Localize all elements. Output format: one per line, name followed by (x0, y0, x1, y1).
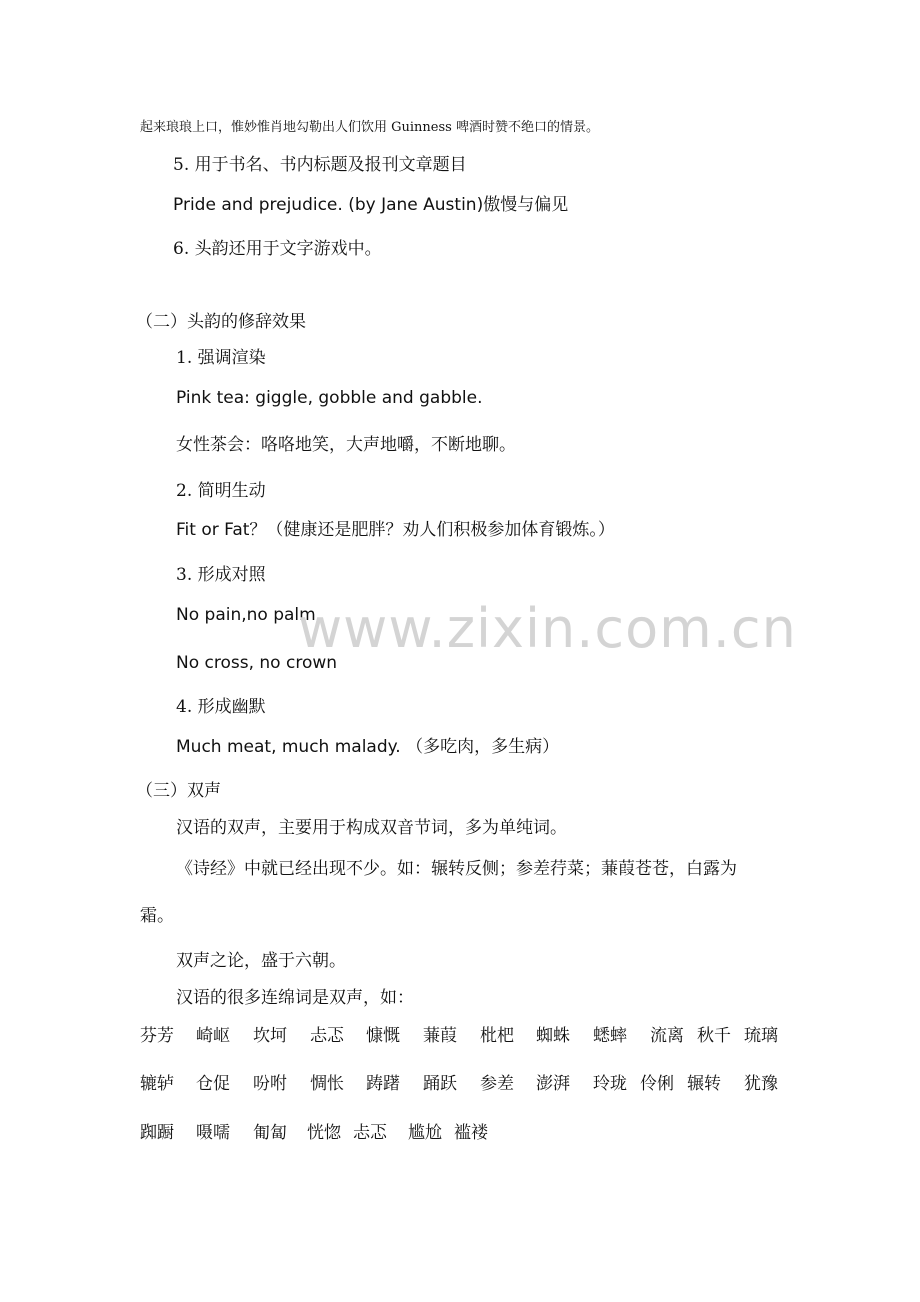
word: 踟蹰 (140, 1123, 174, 1143)
word: 忐忑 (310, 1026, 344, 1046)
word: 坎坷 (253, 1026, 287, 1046)
text-line: 双声之论，盛于六朝。 (176, 951, 346, 971)
word: 蜘蛛 (536, 1026, 570, 1046)
item-heading: 6. 头韵还用于文字游戏中。 (173, 239, 382, 259)
item-heading: 3. 形成对照 (176, 565, 266, 585)
word: 枇杷 (480, 1026, 514, 1046)
example-line: 女性茶会：咯咯地笑，大声地嚼，不断地聊。 (176, 435, 516, 455)
word: 辘轳 (140, 1074, 174, 1094)
item-heading: 1. 强调渲染 (176, 348, 266, 368)
word: 参差 (480, 1074, 514, 1094)
example-line: No cross, no crown (176, 653, 338, 673)
word: 踌躇 (366, 1074, 400, 1094)
section-heading: （三）双声 (136, 781, 221, 801)
word: 澎湃 (536, 1074, 570, 1094)
watermark: www.zixin.com.cn (298, 597, 797, 660)
item-heading: 5. 用于书名、书内标题及报刊文章题目 (173, 155, 467, 175)
word: 惆怅 (310, 1074, 344, 1094)
word: 辗转 (687, 1074, 721, 1094)
word: 褴褛 (454, 1123, 488, 1143)
example-line: Pink tea: giggle, gobble and gabble. (176, 388, 483, 408)
word: 踊跃 (423, 1074, 457, 1094)
text-line: 汉语的很多连绵词是双声，如： (176, 988, 414, 1008)
example-line: Pride and prejudice. (by Jane Austin)傲慢与偏见 (173, 195, 569, 215)
word: 秋千 (697, 1026, 731, 1046)
text-line: 霜。 (140, 906, 174, 926)
word: 慷慨 (366, 1026, 400, 1046)
word: 蒹葭 (423, 1026, 457, 1046)
example-line: Much meat, much malady. （多吃肉，多生病） (176, 737, 560, 757)
word: 芬芳 (140, 1026, 174, 1046)
word: 琉璃 (744, 1026, 778, 1046)
text-line: 《诗经》中就已经出现不少。如：辗转反侧；参差荇菜；蒹葭苍苍，白露为 (176, 859, 737, 879)
word: 蟋蟀 (593, 1026, 627, 1046)
section-heading: （二）头韵的修辞效果 (136, 312, 306, 332)
word: 玲珑 (593, 1074, 627, 1094)
word: 忐忑 (353, 1123, 387, 1143)
word: 尴尬 (408, 1123, 442, 1143)
word: 仓促 (196, 1074, 230, 1094)
word: 嗫嚅 (196, 1123, 230, 1143)
example-line: No pain,no palm. (176, 605, 322, 625)
text-line: 汉语的双声，主要用于构成双音节词，多为单纯词。 (176, 818, 567, 838)
word: 流离 (650, 1026, 684, 1046)
example-line: Fit or Fat？（健康还是肥胖？劝人们积极参加体育锻炼。） (176, 520, 615, 540)
word: 匍匐 (253, 1123, 287, 1143)
word: 伶俐 (640, 1074, 674, 1094)
word: 崎岖 (196, 1026, 230, 1046)
word: 恍惚 (307, 1123, 341, 1143)
text-line: 起来琅琅上口，惟妙惟肖地勾勒出人们饮用 Guinness 啤酒时赞不绝口的情景。 (140, 120, 599, 135)
word: 吩咐 (253, 1074, 287, 1094)
item-heading: 2. 简明生动 (176, 481, 266, 501)
item-heading: 4. 形成幽默 (176, 697, 266, 717)
word: 犹豫 (744, 1074, 778, 1094)
